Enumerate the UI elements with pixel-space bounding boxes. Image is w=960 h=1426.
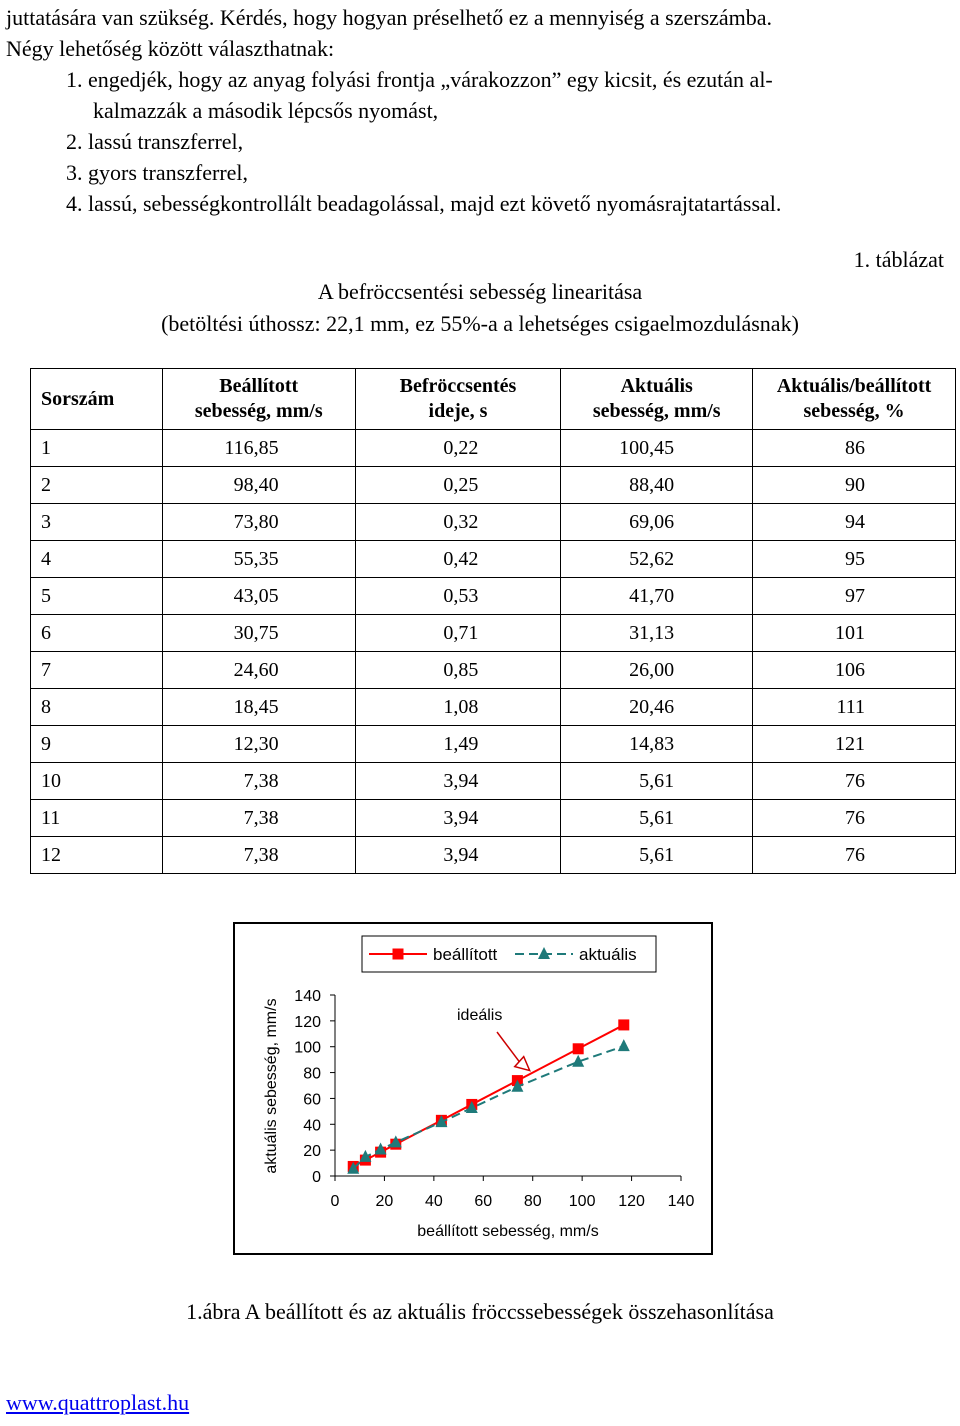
legend-marker-square <box>393 949 404 960</box>
y-tick-label: 40 <box>303 1117 321 1135</box>
table-cell: 94 <box>753 504 956 541</box>
table-title: A befröccsentési sebesség linearitása <box>317 279 643 304</box>
table-body <box>31 430 956 874</box>
table-header-row <box>31 369 956 430</box>
table-cell: 20,46 <box>561 689 753 726</box>
table-cell: 9 <box>31 726 163 763</box>
table-cell: 26,00 <box>561 652 753 689</box>
footer-link[interactable]: www.quattroplast.hu <box>6 1390 190 1415</box>
table-cell: 106 <box>753 652 956 689</box>
list-item <box>66 188 781 219</box>
table-cell: 10 <box>31 763 163 800</box>
legend-label: aktuális <box>579 945 637 964</box>
table-row <box>31 615 956 652</box>
table-cell: 5,61 <box>561 763 753 800</box>
list-number: 3. <box>66 160 83 185</box>
chart-svg <box>235 924 711 1253</box>
table-cell: 30,75 <box>162 615 355 652</box>
column-header: Befröccsentés ideje, s <box>355 369 561 430</box>
list-text: lassú, sebességkontrollált beadagolással, majd ezt követő nyomásrajtatartással. <box>88 191 782 216</box>
paragraph-line: juttatására van szükség. Kérdés, hogy hogyan préselhető ez a mennyiség a szerszámba. <box>6 5 773 30</box>
legend-label: beállított <box>433 945 498 964</box>
table-cell: 14,83 <box>561 726 753 763</box>
table-cell: 1,49 <box>355 726 561 763</box>
column-header: Aktuális/beállított sebesség, % <box>753 369 956 430</box>
table-subtitle: (betöltési úthossz: 22,1 mm, ez 55%-a a lehetséges csigaelmozdulásnak) <box>161 311 799 336</box>
table-row <box>31 541 956 578</box>
paragraph-line: Négy lehetőség között választhatnak: <box>6 36 335 61</box>
series-line-1 <box>353 1046 624 1169</box>
table-row <box>31 467 956 504</box>
table-row <box>31 689 956 726</box>
table-row <box>31 726 956 763</box>
x-tick-label: 80 <box>523 1193 542 1210</box>
x-tick-label: 140 <box>667 1193 695 1210</box>
table-cell: 0,85 <box>355 652 561 689</box>
table-cell: 55,35 <box>162 541 355 578</box>
table-cell: 121 <box>753 726 956 763</box>
table-cell: 111 <box>753 689 956 726</box>
table-cell: 0,71 <box>355 615 561 652</box>
table-row <box>31 837 956 874</box>
table-cell: 101 <box>753 615 956 652</box>
table-cell: 7,38 <box>162 763 355 800</box>
list-number: 4. <box>66 191 83 216</box>
table-cell: 1,08 <box>355 689 561 726</box>
x-axis-label: beállított sebesség, mm/s <box>417 1223 599 1240</box>
table-cell: 2 <box>31 467 163 504</box>
y-tick-label: 120 <box>294 1013 321 1031</box>
table-cell: 12,30 <box>162 726 355 763</box>
table-cell: 76 <box>753 837 956 874</box>
table-cell: 5 <box>31 578 163 615</box>
table-cell: 3,94 <box>355 800 561 837</box>
table-cell: 41,70 <box>561 578 753 615</box>
table-cell: 73,80 <box>162 504 355 541</box>
table-cell: 116,85 <box>162 430 355 467</box>
table-cell: 90 <box>753 467 956 504</box>
table-cell: 3,94 <box>355 763 561 800</box>
table-cell: 98,40 <box>162 467 355 504</box>
table-cell: 0,22 <box>355 430 561 467</box>
list-text: lassú transzferrel, <box>88 129 244 154</box>
table-cell: 97 <box>753 578 956 615</box>
table-row <box>31 800 956 837</box>
table-cell: 3,94 <box>355 837 561 874</box>
table-cell: 76 <box>753 800 956 837</box>
table-cell: 5,61 <box>561 837 753 874</box>
table-cell: 12 <box>31 837 163 874</box>
table-cell: 3 <box>31 504 163 541</box>
list-item <box>66 126 243 157</box>
table-cell: 4 <box>31 541 163 578</box>
table-cell: 7 <box>31 652 163 689</box>
table-cell: 0,32 <box>355 504 561 541</box>
y-tick-label: 100 <box>294 1039 321 1057</box>
y-tick-label: 20 <box>303 1143 321 1161</box>
x-tick-label: 40 <box>424 1193 443 1210</box>
table-cell: 86 <box>753 430 956 467</box>
table-row <box>31 504 956 541</box>
y-tick-label: 0 <box>312 1169 321 1186</box>
list-text: engedjék, hogy az anyag folyási frontja „várakozzon” egy kicsit, és ezután al- <box>88 67 773 92</box>
y-tick-label: 80 <box>303 1065 321 1083</box>
table-row <box>31 430 956 467</box>
table-cell: 5,61 <box>561 800 753 837</box>
column-header: Beállított sebesség, mm/s <box>162 369 355 430</box>
figure-caption: 1.ábra A beállított és az aktuális fröccssebességek összehasonlítása <box>186 1299 774 1324</box>
x-tick-label: 0 <box>330 1193 340 1210</box>
table-cell: 0,42 <box>355 541 561 578</box>
table-cell: 8 <box>31 689 163 726</box>
data-point-triangle <box>618 1039 630 1051</box>
table-cell: 18,45 <box>162 689 355 726</box>
table-cell: 31,13 <box>561 615 753 652</box>
table-cell: 6 <box>31 615 163 652</box>
x-tick-label: 20 <box>375 1193 394 1210</box>
table-cell: 7,38 <box>162 800 355 837</box>
list-number: 2. <box>66 129 83 154</box>
data-point-square <box>573 1043 584 1054</box>
table-cell: 52,62 <box>561 541 753 578</box>
data-point-square <box>618 1019 629 1030</box>
y-tick-label: 60 <box>303 1091 321 1109</box>
x-tick-label: 120 <box>618 1193 645 1210</box>
y-tick-label: 140 <box>294 988 321 1005</box>
table-cell: 7,38 <box>162 837 355 874</box>
x-tick-label: 60 <box>474 1193 493 1210</box>
y-axis-label: aktuális sebesség, mm/s <box>263 998 280 1174</box>
table-cell: 69,06 <box>561 504 753 541</box>
table-cell: 0,25 <box>355 467 561 504</box>
list-item <box>66 64 773 95</box>
list-item <box>66 157 248 188</box>
data-table <box>30 368 956 874</box>
list-number: 1. <box>66 67 83 92</box>
table-cell: 43,05 <box>162 578 355 615</box>
x-tick-label: 100 <box>568 1193 596 1210</box>
table-cell: 76 <box>753 763 956 800</box>
column-header: Sorszám <box>31 369 163 430</box>
column-header: Aktuális sebesség, mm/s <box>561 369 753 430</box>
table-cell: 95 <box>753 541 956 578</box>
list-item-continuation: kalmazzák a második lépcsős nyomást, <box>93 98 439 123</box>
annotation-arrow <box>497 1032 521 1064</box>
annotation-label: ideális <box>457 1007 503 1024</box>
list-text: gyors transzferrel, <box>88 160 249 185</box>
table-row <box>31 652 956 689</box>
table-cell: 1 <box>31 430 163 467</box>
table-row <box>31 763 956 800</box>
table-cell: 11 <box>31 800 163 837</box>
table-label: 1. táblázat <box>853 247 944 272</box>
table-cell: 88,40 <box>561 467 753 504</box>
table-cell: 24,60 <box>162 652 355 689</box>
table-row <box>31 578 956 615</box>
speed-chart <box>233 922 713 1255</box>
table-cell: 0,53 <box>355 578 561 615</box>
table-cell: 100,45 <box>561 430 753 467</box>
